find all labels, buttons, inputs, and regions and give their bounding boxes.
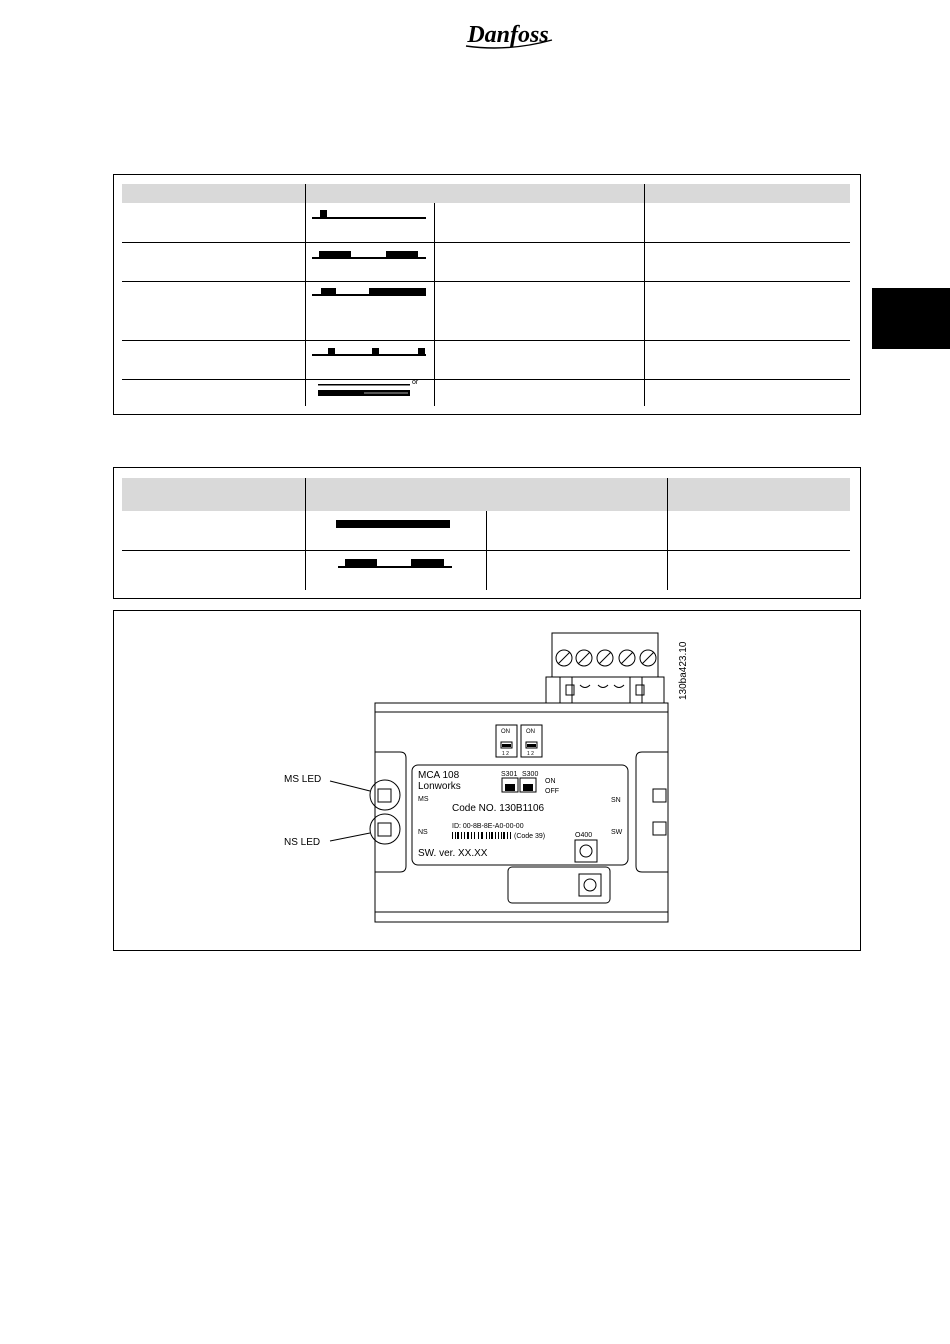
dip-2-on-label: ON <box>526 729 535 735</box>
terminal-screw-1 <box>556 650 572 666</box>
sn-indicator <box>653 789 666 802</box>
s301-label: S301 <box>501 771 518 778</box>
product-sub: Lonworks <box>418 781 461 792</box>
id-line: ID: 00-8B-8E-A0-00-00 <box>452 823 524 830</box>
on-label: ON <box>545 778 556 785</box>
barcode-caption: (Code 39) <box>514 833 546 840</box>
terminal-screw-5 <box>640 650 656 666</box>
off-label: OFF <box>545 788 559 795</box>
ms-led <box>378 789 391 802</box>
dip-2-numbers: 1 2 <box>527 751 534 757</box>
terminal-screw-2 <box>576 650 592 666</box>
code-number: Code NO. 130B1106 <box>452 803 545 814</box>
dip-1-on-label: ON <box>501 729 510 735</box>
ns-led-label: NS LED <box>284 837 321 848</box>
barcode <box>452 832 511 839</box>
s300-label: S300 <box>522 771 539 778</box>
ms-led-label: MS LED <box>284 774 322 785</box>
bottom-button <box>579 874 601 896</box>
or-text: or <box>412 379 419 386</box>
terminal-screw-3 <box>597 650 613 666</box>
dip-1-numbers: 1 2 <box>502 751 509 757</box>
sw-label: SW <box>611 829 623 836</box>
sn-label: SN <box>611 797 621 804</box>
logo-text: Danfoss <box>467 22 549 48</box>
ns-led <box>378 823 391 836</box>
o400-button <box>575 840 597 862</box>
o400-label: O400 <box>575 832 593 839</box>
ms-label: MS <box>418 796 429 803</box>
terminal-block <box>552 633 658 677</box>
figure-id: 130ba423.10 <box>678 641 689 700</box>
sw-indicator <box>653 822 666 835</box>
ns-label: NS <box>418 829 428 836</box>
sw-version: SW. ver. XX.XX <box>418 848 488 859</box>
terminal-screw-4 <box>619 650 635 666</box>
product-name: MCA 108 <box>418 770 460 781</box>
